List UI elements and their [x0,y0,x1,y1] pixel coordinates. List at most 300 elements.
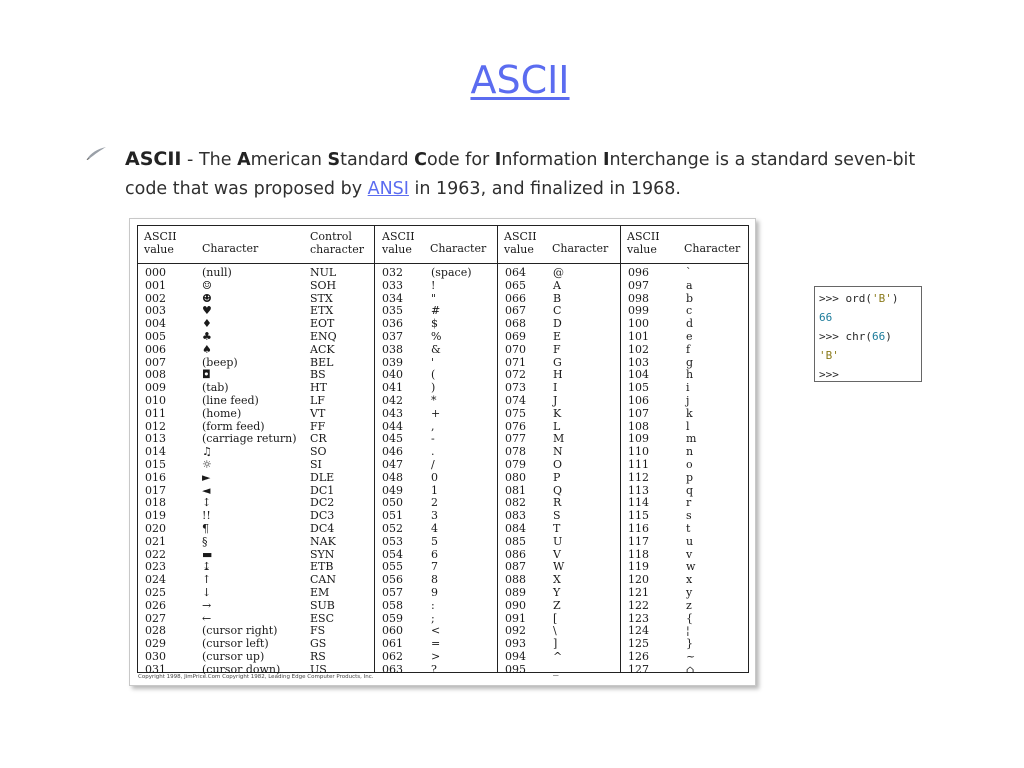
col4-values-cell: 126 [628,649,649,663]
col4-values-cell: 120 [628,573,649,587]
col4-values-cell: 118 [628,547,649,561]
col1-chars-cell: ↑ [202,573,212,587]
col1-control-cell: SO [310,445,327,459]
col4-chars-cell: c [686,304,693,318]
col1-control-cell: DC4 [310,521,335,535]
col3-chars-cell: L [553,419,561,433]
col4-chars-cell: g [686,355,694,369]
col3-values-cell: 090 [505,598,526,612]
col1-chars-cell: ↨ [202,560,212,574]
table-copyright: Copyright 1998, JimPrice.Com Copyright 1982, Leading Edge Computer Products, Inc. [138,674,374,680]
col3-chars-cell: Q [553,483,563,497]
col1-values-cell: 031 [145,662,166,676]
col3-values-cell: 089 [505,585,526,599]
col3-chars-cell: P [553,470,561,484]
col3-chars-cell: H [553,368,563,382]
col3-chars-cell: G [553,355,562,369]
col4-chars-cell: y [686,585,693,599]
col1-chars-cell: ▬ [202,547,213,561]
col4-chars-cell: u [686,534,694,548]
col1-control-cell: FF [310,419,326,433]
col4-values-cell: 111 [628,457,649,471]
col1-chars-cell: ☺ [202,278,212,292]
col2-values-cell: 060 [382,624,403,638]
col1-control-cell: HT [310,381,327,395]
col1-chars-cell: ☼ [202,457,212,471]
col4-chars-cell: p [686,470,694,484]
col2-chars-cell: $ [431,317,438,331]
col4-values-cell: 121 [628,585,649,599]
col2-values-cell: 034 [382,291,403,305]
col1-values-cell: 012 [145,419,166,433]
col3-chars-cell: J [553,393,558,407]
col4-values-cell: 104 [628,368,649,382]
col2-chars-cell: 9 [431,585,438,599]
ansi-link[interactable]: ANSI [367,179,409,199]
col3-chars-cell: Z [553,598,561,612]
col2-values-cell: 037 [382,329,403,343]
col3-values-cell: 075 [505,406,526,420]
col3-chars-cell: M [553,432,565,446]
col2-chars-cell: - [431,432,435,446]
col4-chars-cell: x [686,573,693,587]
col2-chars-cell: > [431,649,441,663]
col1-chars-cell: (beep) [202,355,238,369]
col3-values-cell: 088 [505,573,526,587]
col2-values-cell: 043 [382,406,403,420]
col4-values-cell: 105 [628,381,649,395]
col3-chars-cell: @ [553,266,564,279]
col1-control-cell: LF [310,393,325,407]
col1-values-cell: 027 [145,611,166,625]
col4-chars-cell: l [686,419,690,433]
col2-chars-cell: : [431,598,435,612]
col1-values-cell: 002 [145,291,166,305]
col1-chars-cell: !! [202,509,211,523]
col1-chars-cell: (form feed) [202,419,265,433]
col4-chars-cell: { [686,611,693,625]
col2-values-cell: 032 [382,266,403,279]
col4-chars-cell: d [686,317,694,331]
keyword-ascii: ASCII [125,148,182,170]
col2-values-cell: 040 [382,368,403,382]
col3-values-cell: 087 [505,560,526,574]
col4-values-cell: 119 [628,560,649,574]
col3-values-cell: 079 [505,457,526,471]
col2-values-cell: 052 [382,521,403,535]
col1-values-cell: 015 [145,457,166,471]
col4-chars-cell: m [686,432,697,446]
definition-paragraph: ASCII - The American Standard Code for Information Interchange is a standard seven-bit code that was proposed by ANSI in 1963, and finalized in 1968. [125,148,916,199]
col2-chars-cell: . [431,445,435,459]
col4-chars-cell: ` [686,266,692,279]
col4-values-cell: 123 [628,611,649,625]
col4-values-cell: 115 [628,509,649,523]
col1-control-cell: DC2 [310,496,335,510]
col1-values-cell: 010 [145,393,166,407]
col4-values-cell: 127 [628,662,649,676]
col1-control-cell: ENQ [310,329,337,343]
column-divider-1 [374,226,375,672]
col1-control-cell: DC3 [310,509,335,523]
col4-values-cell: 101 [628,329,649,343]
col1-chars-cell: → [202,598,212,612]
col2-chars-cell: 6 [431,547,438,561]
col2-values-cell: 048 [382,470,403,484]
col1-values-cell: 023 [145,560,166,574]
col1-values-cell: 000 [145,266,166,279]
col3-chars [553,267,564,677]
col3-chars-cell: I [553,381,558,395]
col1-control-cell: ESC [310,611,334,625]
col1-control-cell: CAN [310,573,336,587]
col1-values-cell: 029 [145,637,166,651]
col2-values-cell: 033 [382,278,403,292]
col1-values-cell: 005 [145,329,166,343]
col2-values-cell: 042 [382,393,403,407]
col4-chars [686,267,696,677]
col4-values-cell: 110 [628,445,649,459]
col4-values-cell: 109 [628,432,649,446]
col3-values-cell: 078 [505,445,526,459]
ascii-table-image [129,218,756,686]
col2-chars-cell: , [431,419,435,433]
col3-values-cell: 066 [505,291,526,305]
col3-chars-cell: [ [553,611,558,625]
slide-title: ASCII [470,58,570,102]
col1-values-cell: 018 [145,496,166,510]
col2-chars-cell: " [431,291,437,305]
col4-values-cell: 114 [628,496,649,510]
col1-control-cell: DC1 [310,483,335,497]
col1-chars-cell: ¶ [202,521,209,535]
col3-values-cell: 068 [505,317,526,331]
col1-chars-cell: (carriage return) [202,432,297,446]
col2-chars-cell: ' [431,355,435,369]
col1-chars-cell: (cursor up) [202,649,265,663]
col1-chars-cell: ↕ [202,496,212,510]
col3-chars-cell: K [553,406,562,420]
col3-values-cell: 070 [505,342,526,356]
col2-values-cell: 045 [382,432,403,446]
console-line-5: >>> [819,368,839,381]
header-control-character: Control character [310,230,364,256]
col1-chars-cell: ☻ [202,291,212,305]
col1-chars-cell: ♦ [202,317,212,331]
col3-values-cell: 071 [505,355,526,369]
col1-values-cell: 006 [145,342,166,356]
col4-chars-cell: v [686,547,693,561]
col4-chars-cell: k [686,406,693,420]
col2-values-cell: 050 [382,496,403,510]
col3-chars-cell: A [553,278,561,292]
col3-chars-cell: S [553,509,561,523]
col1-control-cell: NAK [310,534,336,548]
col2-values [382,267,403,677]
col2-values-cell: 053 [382,534,403,548]
col1-control-cell: ETB [310,560,334,574]
col1-chars-cell: (cursor down) [202,662,281,676]
col1-chars-cell: (home) [202,406,242,420]
col3-chars-cell: F [553,342,561,356]
col2-chars-cell: * [431,393,437,407]
col4-chars-cell: i [686,381,690,395]
col2-chars-cell: < [431,624,441,638]
col2-values-cell: 046 [382,445,403,459]
col3-chars-cell: B [553,291,562,305]
col3-chars-cell: ] [553,637,558,651]
python-console [814,286,922,382]
col3-chars-cell: O [553,457,563,471]
col3-values [505,267,526,677]
col1-control-cell: FS [310,624,326,638]
col4-chars-cell: s [686,509,692,523]
col4-chars-cell: q [686,483,694,497]
col3-chars-cell: C [553,304,562,318]
col3-chars-cell: W [553,560,565,574]
col1-control-cell: EOT [310,317,335,331]
col4-chars-cell: f [686,342,691,356]
col1-control-cell: VT [310,406,326,420]
col1-control-cell: SI [310,457,322,471]
col1-values-cell: 024 [145,573,166,587]
col4-chars-cell: ~ [686,649,696,663]
col1-values-cell: 007 [145,355,166,369]
col1-values-cell: 013 [145,432,166,446]
col3-chars-cell: N [553,445,563,459]
col2-values-cell: 055 [382,560,403,574]
col4-values-cell: 124 [628,624,649,638]
col1-values-cell: 009 [145,381,166,395]
col2-chars-cell: 8 [431,573,438,587]
col1-values-cell: 008 [145,368,166,382]
col3-chars-cell: E [553,329,562,343]
col4-values-cell: 106 [628,393,649,407]
col3-chars-cell: D [553,317,562,331]
col2-values-cell: 051 [382,509,403,523]
col2-chars-cell: (space) [431,266,472,279]
col1-chars-cell: (null) [202,266,232,279]
col2-chars-cell: ( [431,368,436,382]
col1-control-cell: DLE [310,470,335,484]
col2-chars-cell: & [431,342,441,356]
col1-chars-cell: (line feed) [202,393,259,407]
col1-values-cell: 021 [145,534,166,548]
col2-values-cell: 036 [382,317,403,331]
col1-control-cell: NUL [310,266,337,279]
col2-chars-cell: + [431,406,441,420]
col4-values-cell: 117 [628,534,649,548]
col3-chars-cell: U [553,534,563,548]
col1-control-cell: RS [310,649,326,663]
col4-values-cell: 125 [628,637,649,651]
col4-chars-cell: t [686,521,691,535]
col1-control-cell: STX [310,291,333,305]
header-ascii-value-1: ASCII value [144,230,177,256]
col3-values-cell: 069 [505,329,526,343]
col2-values-cell: 063 [382,662,403,676]
header-character-3: Character [552,242,609,255]
col1-values-cell: 025 [145,585,166,599]
col2-values-cell: 062 [382,649,403,663]
col2-chars [431,267,472,677]
col1-control-cell: US [310,662,327,676]
col1-values-cell: 028 [145,624,166,638]
col2-values-cell: 041 [382,381,403,395]
col1-chars [202,267,297,677]
col3-values-cell: 074 [505,393,526,407]
col1-values-cell: 016 [145,470,166,484]
col3-values-cell: 064 [505,266,526,279]
col4-values-cell: 098 [628,291,649,305]
col1-values-cell: 026 [145,598,166,612]
console-line-3: >>> chr(66) [819,330,892,343]
header-ascii-value-4: ASCII value [627,230,660,256]
col2-chars-cell: ; [431,611,435,625]
col1-chars-cell: (cursor left) [202,637,269,651]
col2-values-cell: 044 [382,419,403,433]
col3-values-cell: 080 [505,470,526,484]
ascii-table [137,225,749,676]
col3-chars-cell: _ [553,662,559,676]
col4-values-cell: 112 [628,470,649,484]
col3-values-cell: 094 [505,649,526,663]
col1-values-cell: 017 [145,483,166,497]
col3-values-cell: 091 [505,611,526,625]
col4-values-cell: 107 [628,406,649,420]
col2-chars-cell: ) [431,381,436,395]
col4-chars-cell: b [686,291,694,305]
col2-values-cell: 056 [382,573,403,587]
col4-values-cell: 097 [628,278,649,292]
quill-bullet-icon [85,146,107,160]
col4-values-cell: 096 [628,266,649,279]
col3-values-cell: 084 [505,521,526,535]
col3-values-cell: 077 [505,432,526,446]
col1-values-cell: 003 [145,304,166,318]
col4-chars-cell: } [686,637,693,651]
col3-chars-cell: V [553,547,561,561]
col1-chars-cell: ← [202,611,212,625]
col3-values-cell: 073 [505,381,526,395]
col2-chars-cell: / [431,457,435,471]
col1-chars-cell: ♠ [202,342,212,356]
col3-chars-cell: X [553,573,561,587]
header-ascii-value-3: ASCII value [504,230,537,256]
col1-values-cell: 030 [145,649,166,663]
col1-chars-cell: ► [202,470,211,484]
col1-values-cell: 004 [145,317,166,331]
col3-values-cell: 067 [505,304,526,318]
col1-chars-cell: ↓ [202,585,212,599]
col3-values-cell: 095 [505,662,526,676]
col1-control-cell: SUB [310,598,335,612]
col2-chars-cell: 0 [431,470,438,484]
col2-chars-cell: 5 [431,534,438,548]
col1-control-cell: BS [310,368,326,382]
col1-values-cell: 020 [145,521,166,535]
col3-values-cell: 092 [505,624,526,638]
col1-control-cell: SOH [310,278,337,292]
header-ascii-value-2: ASCII value [382,230,415,256]
col2-values-cell: 054 [382,547,403,561]
col1-control-cell: GS [310,637,327,651]
col2-chars-cell: = [431,637,441,651]
header-character-2: Character [430,242,487,255]
col4-values-cell: 103 [628,355,649,369]
col1-values-cell: 014 [145,445,166,459]
col4-chars-cell: a [686,278,693,292]
col1-values-cell: 011 [145,406,166,420]
col2-chars-cell: 7 [431,560,438,574]
console-line-2: 66 [819,311,833,324]
column-divider-3 [620,226,621,672]
col4-chars-cell: o [686,457,693,471]
col3-values-cell: 065 [505,278,526,292]
col4-values-cell: 108 [628,419,649,433]
col4-values-cell: 099 [628,304,649,318]
col2-chars-cell: % [431,329,442,343]
col1-chars-cell: ♫ [202,445,212,459]
col1-values-cell: 001 [145,278,166,292]
col2-values-cell: 058 [382,598,403,612]
col3-values-cell: 076 [505,419,526,433]
col2-chars-cell: 3 [431,509,438,523]
col1-values-cell: 019 [145,509,166,523]
col1-values [145,267,166,677]
col1-chars-cell: (tab) [202,381,229,395]
col1-control-cell: ETX [310,304,334,318]
column-divider-2 [497,226,498,672]
col2-chars-cell: # [431,304,441,318]
col2-values-cell: 035 [382,304,403,318]
col2-chars-cell: 1 [431,483,438,497]
col4-chars-cell: ⌂ [686,662,695,676]
col1-chars-cell: ♣ [202,329,212,343]
col4-chars-cell: j [686,393,690,407]
header-rule [138,263,748,264]
col3-values-cell: 086 [505,547,526,561]
col2-values-cell: 038 [382,342,403,356]
col1-chars-cell: (cursor right) [202,624,278,638]
col1-control [310,267,337,677]
col3-values-cell: 082 [505,496,526,510]
col2-values-cell: 057 [382,585,403,599]
col4-values-cell: 113 [628,483,649,497]
col1-chars-cell: ♥ [202,304,212,318]
col4-values-cell: 100 [628,317,649,331]
col1-control-cell: CR [310,432,327,446]
col3-chars-cell: Y [553,585,561,599]
col4-chars-cell: r [686,496,692,510]
col1-control-cell: ACK [310,342,335,356]
col4-chars-cell: w [686,560,696,574]
header-character-4: Character [684,242,741,255]
col3-values-cell: 083 [505,509,526,523]
col2-values-cell: 049 [382,483,403,497]
col3-chars-cell: R [553,496,562,510]
col1-chars-cell: § [202,534,208,548]
col2-values-cell: 047 [382,457,403,471]
col2-chars-cell: 4 [431,521,438,535]
col4-values-cell: 122 [628,598,649,612]
col2-values-cell: 059 [382,611,403,625]
col3-chars-cell: T [553,521,561,535]
col2-values-cell: 061 [382,637,403,651]
col4-values-cell: 102 [628,342,649,356]
col3-values-cell: 081 [505,483,526,497]
col4-chars-cell: e [686,329,693,343]
